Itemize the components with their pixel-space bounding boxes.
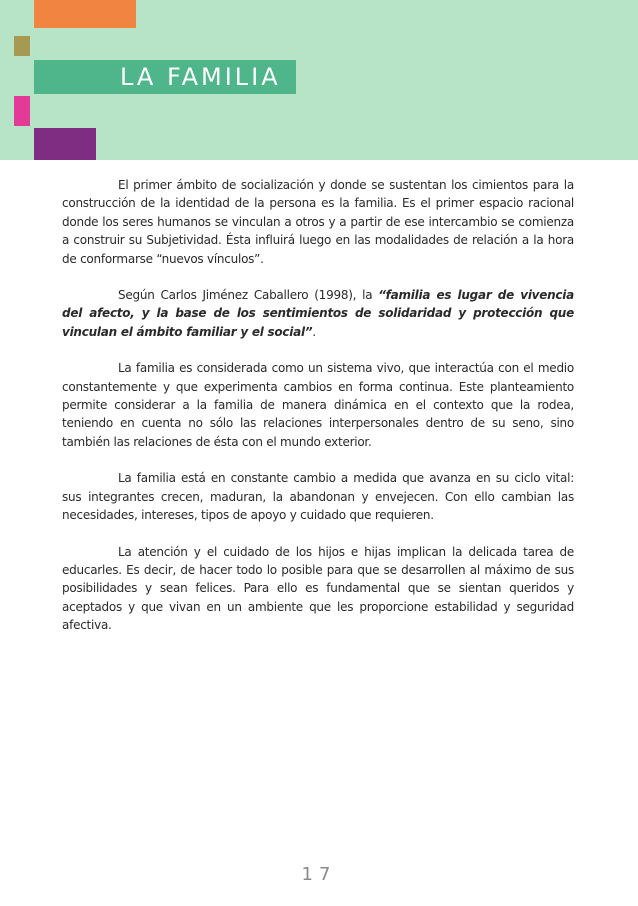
header-band — [0, 0, 638, 160]
paragraph-2 — [62, 286, 574, 341]
page-title: LA FAMILIA — [120, 63, 281, 91]
paragraph-1: El primer ámbito de socialización y donde se sustentan los cimientos para la construcción de la identidad de la persona es la familia. Es el primer espacio racional donde los seres humanos se vinculan a otros y a partir de ese intercambio se comienza a construir su Subjetividad. Ésta influirá luego en las modalidades de relación a la hora de conformarse “nuevos vínculos”. — [62, 178, 574, 266]
decorative-purple-block — [34, 128, 96, 160]
decorative-magenta-block — [14, 96, 30, 126]
paragraph-5: La atención y el cuidado de los hijos e hijas implican la delicada tarea de educarles. Es decir, de hacer todo lo posible para que se desarrollen al máximo de sus posibilidades y sean felices. Para ello es fundamental que se sientan queridos y aceptados y que vivan en un ambiente que les proporcione estabilidad y seguridad afectiva. — [62, 544, 574, 633]
decorative-orange-block — [34, 0, 136, 28]
page-number: 17 — [301, 864, 337, 885]
quote: “familia es lugar de vivencia del afecto, y la base de los sentimientos de solidaridad y protección que vinculan el ámbito familiar y el social” — [62, 288, 575, 339]
body-text — [62, 176, 574, 653]
paragraph-2-end: . — [312, 324, 316, 339]
paragraph-2-intro: Según Carlos Jiménez Caballero (1998), la — [118, 288, 379, 303]
decorative-olive-block — [14, 36, 30, 56]
paragraph-3: La familia es considerada como un sistema vivo, que interactúa con el medio constantemente y que experimenta cambios en forma continua. Este planteamiento permite considerar a la familia de manera dinámica en el contexto que la rodea, teniendo en cuenta no sólo las relaciones interpersonales dentro de su seno, sino también las relaciones de ésta con el mundo exterior. — [62, 361, 574, 449]
paragraph-4: La familia está en constante cambio a medida que avanza en su ciclo vital: sus integrantes crecen, maduran, la abandonan y envejecen. Con ello cambian las necesidades, intereses, tipos de apoyo y cuidado que requieren. — [62, 471, 574, 523]
